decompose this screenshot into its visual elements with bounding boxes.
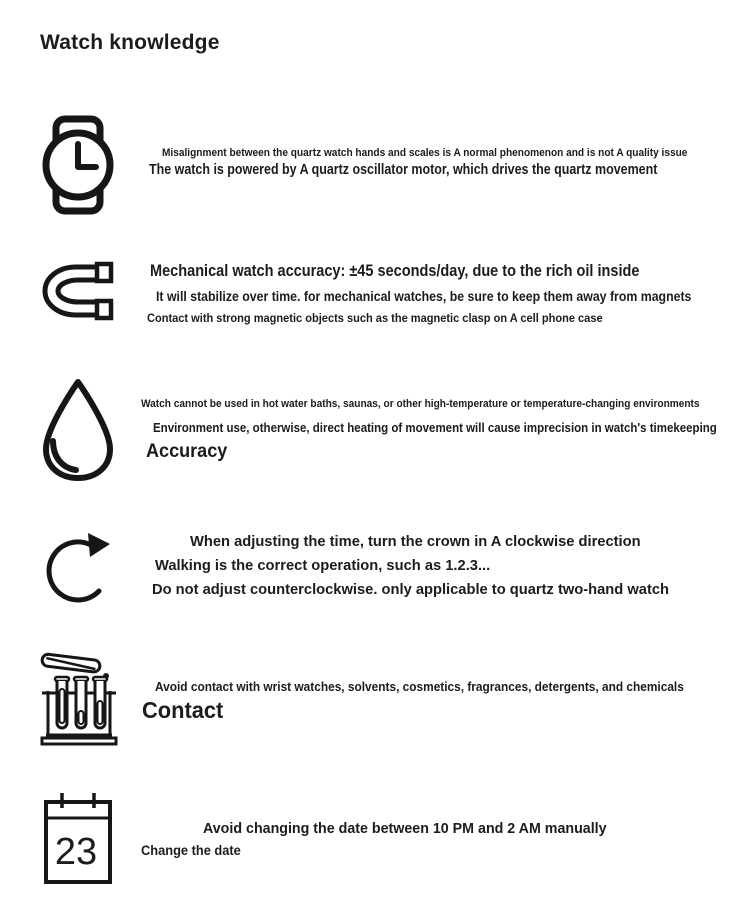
clockwise-arrow-icon bbox=[40, 524, 118, 612]
quartz-note-line: Misalignment between the quartz watch hands and scales is A normal phenomenon and is not A quality issue bbox=[162, 147, 688, 159]
water-drop-icon bbox=[36, 377, 120, 483]
magnet-headline: Mechanical watch accuracy: ±45 seconds/day, due to the rich oil inside bbox=[150, 262, 640, 280]
date-sub-line: Change the date bbox=[141, 843, 241, 858]
test-tubes-icon bbox=[36, 647, 122, 749]
crown-headline: When adjusting the time, turn the crown in A clockwise direction bbox=[190, 533, 641, 550]
temperature-sub-line: Environment use, otherwise, direct heating of movement will cause imprecision in watch's timekeeping bbox=[153, 421, 717, 435]
magnet-sub-line: It will stabilize over time. for mechanical watches, be sure to keep them away from magnets bbox=[156, 288, 692, 304]
watch-icon bbox=[40, 114, 116, 216]
temperature-note-line: Watch cannot be used in hot water baths, saunas, or other high-temperature or temperature-changing environments bbox=[141, 398, 700, 410]
chemicals-line: Avoid contact with wrist watches, solvents, cosmetics, fragrances, detergents, and chemicals bbox=[155, 680, 684, 694]
magnet-note-line: Contact with strong magnetic objects such as the magnetic clasp on A cell phone case bbox=[147, 311, 603, 325]
accuracy-heading: Accuracy bbox=[146, 441, 228, 462]
crown-sub-line: Walking is the correct operation, such as 1.2.3... bbox=[155, 557, 491, 574]
contact-heading: Contact bbox=[142, 697, 224, 723]
page-title: Watch knowledge bbox=[40, 31, 220, 54]
crown-note-line: Do not adjust counterclockwise. only applicable to quartz two-hand watch bbox=[152, 581, 670, 598]
calendar-icon bbox=[42, 791, 114, 886]
calendar-day-number: 23 bbox=[54, 831, 98, 873]
quartz-main-line: The watch is powered by A quartz oscillator motor, which drives the quartz movement bbox=[149, 162, 658, 178]
magnet-icon bbox=[40, 260, 118, 322]
date-headline: Avoid changing the date between 10 PM and 2 AM manually bbox=[203, 820, 607, 837]
